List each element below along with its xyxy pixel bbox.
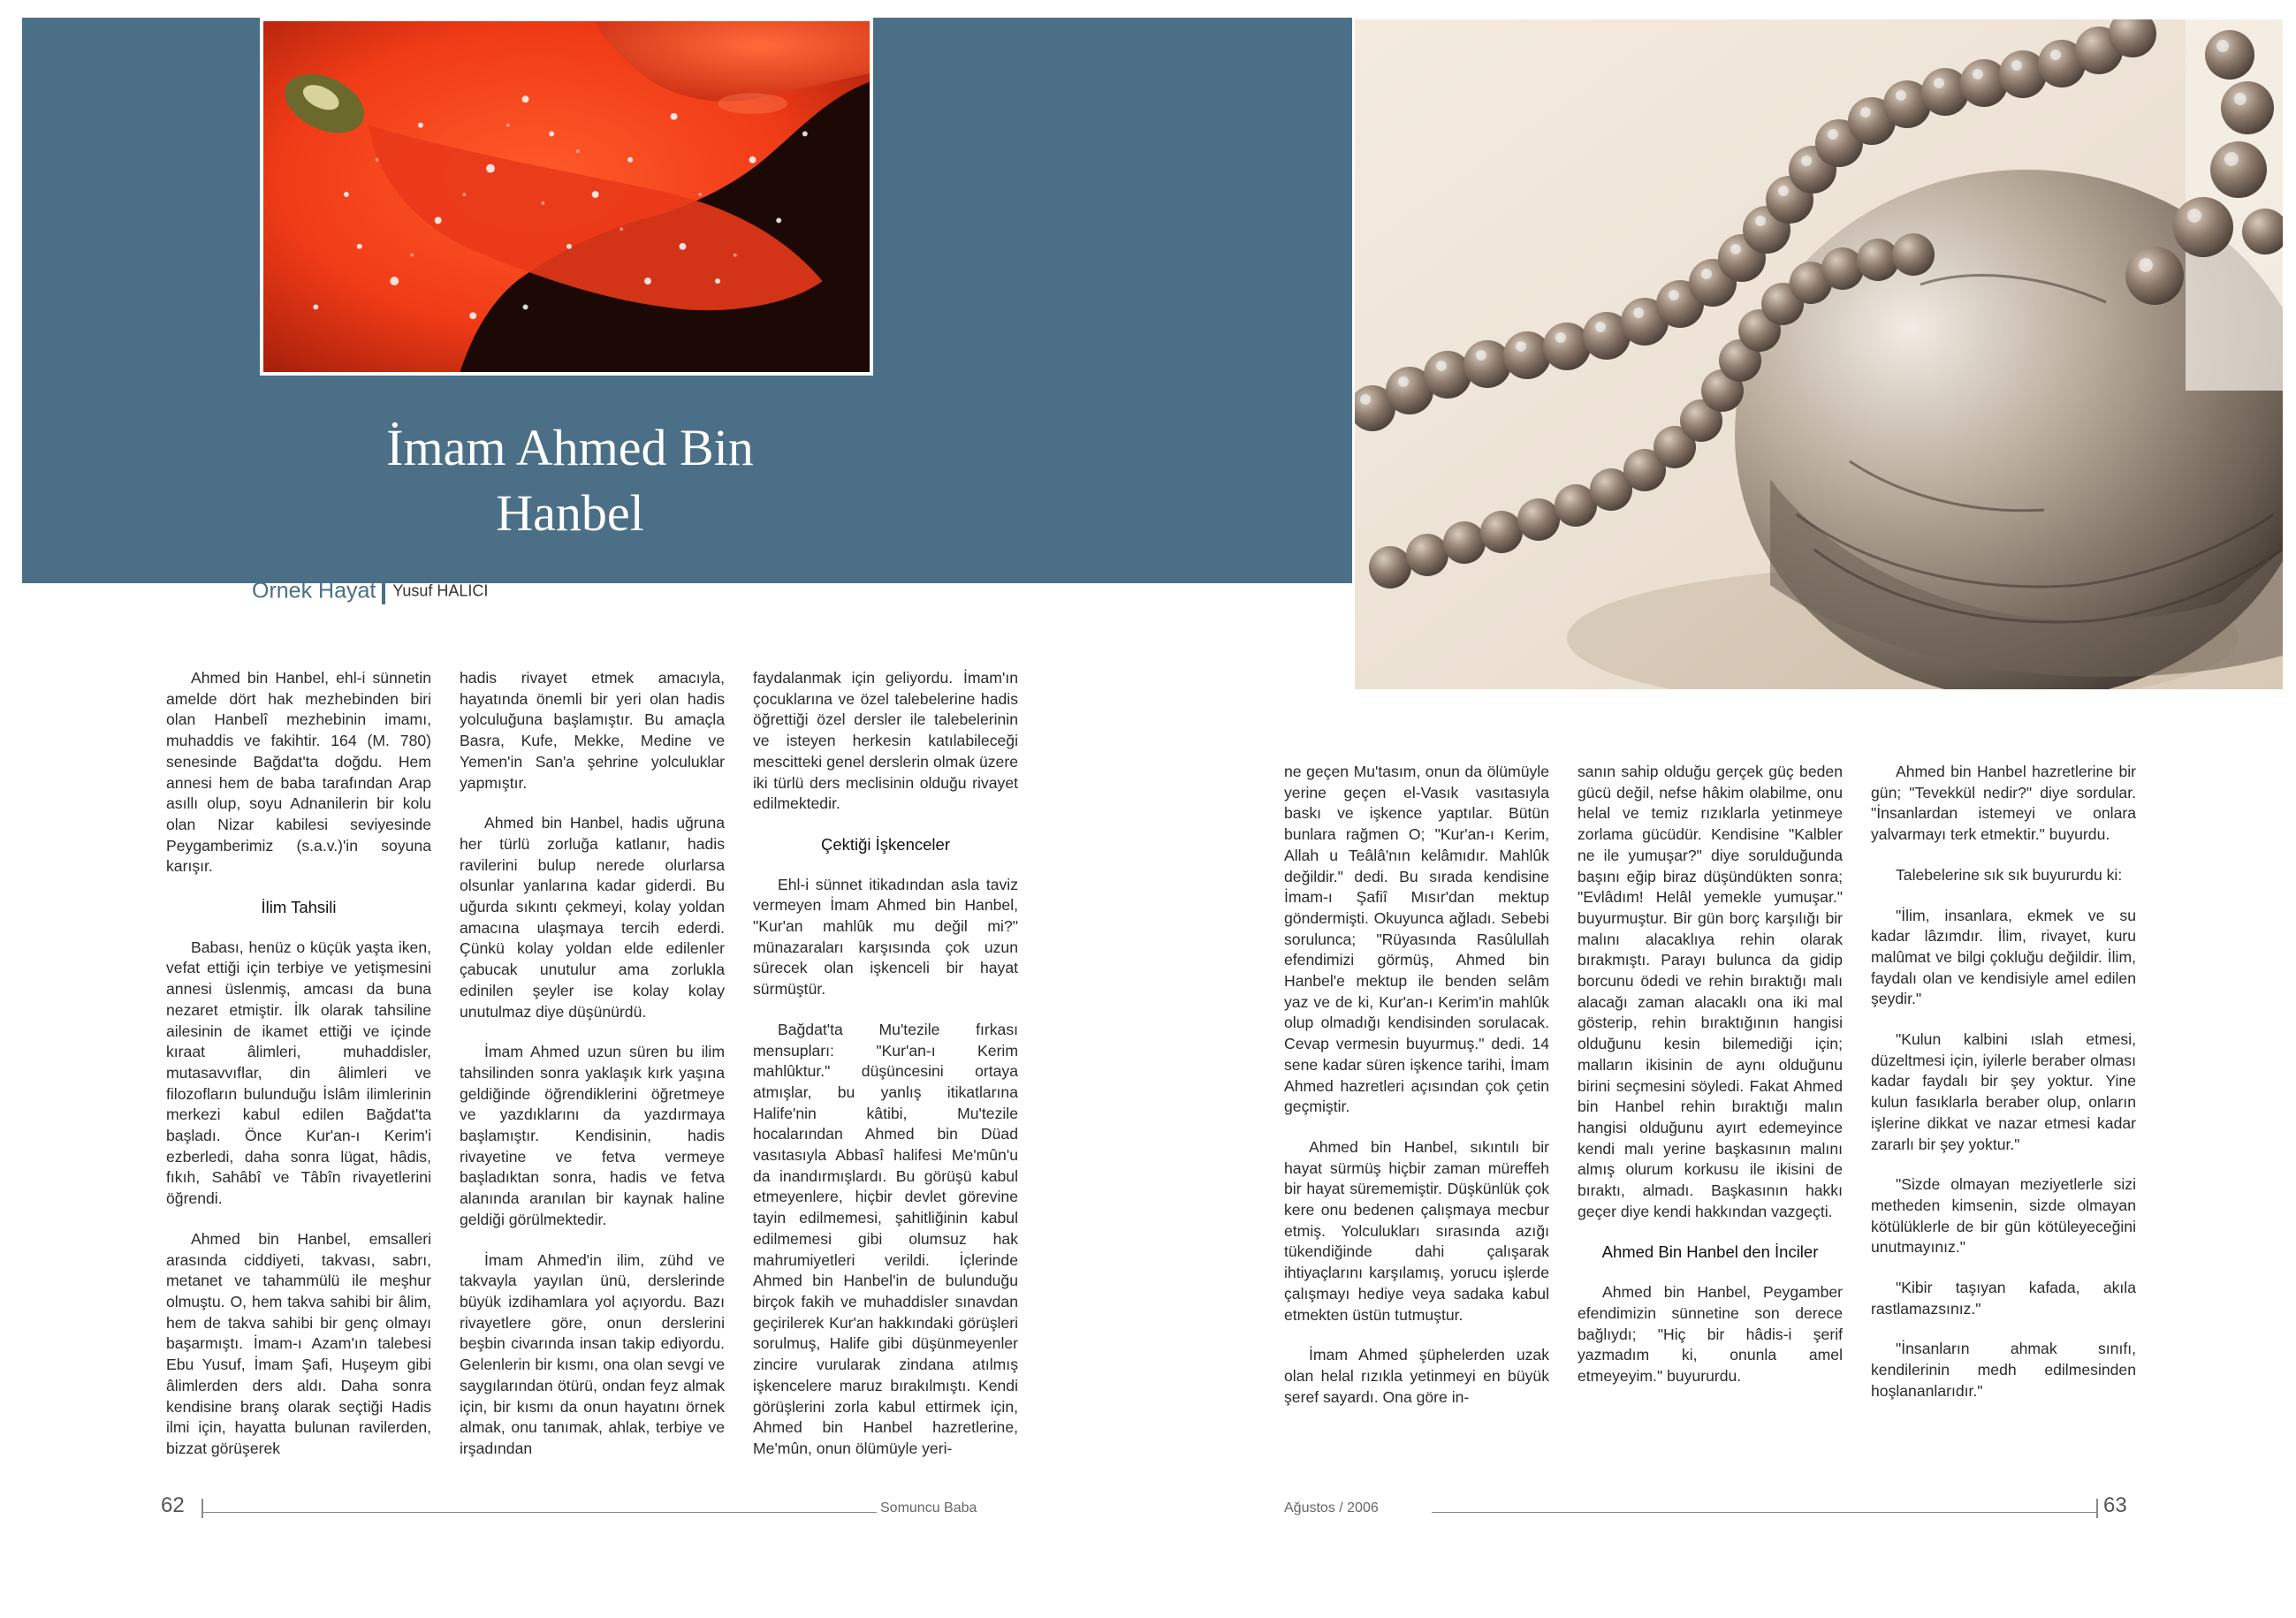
author-name: Yusuf HALICI [392,581,489,600]
body-paragraph: Ehl-i sünnet itikadından asla taviz vermeyen İmam Ahmed bin Hanbel, "Kur'an mahlûk mu değil mi?" münazaraları karşısında çok uzun sürecek olan işkenceli bir hayat sürmüştür. [753,875,1018,999]
byline-divider [382,578,385,604]
text-column-3 [753,668,1018,1479]
body-paragraph: Ahmed bin Hanbel, ehl-i sünnetin amelde dört hak mezhebinden biri olan Hanbelî mezhebinin imamı, muhaddis ve fakihtir. 164 (M. 780) senesinde Bağdat'ta doğdu. Hem annesi hem de baba tarafından Arap asıllı olup, soyu Adnanilerin bir kolu olan Nizar kabilesi seviyesinde Peygamberimiz (s.a.v.)'in soyuna karışır. [166,669,431,876]
article-title-line2: Hanbel [496,484,644,542]
section-heading: Ahmed Bin Hanbel den İnciler [1601,1242,1819,1262]
page-number-left: 62 [161,1493,185,1517]
footer-rule-left [203,1512,877,1513]
text-column-2 [460,668,725,1479]
text-column-6 [1871,762,2136,1422]
body-paragraph: "Kulun kalbini ıslah etmesi, düzeltmesi için, iyilerle beraber olması kadar faydalı bir şey yoktur. Yine kulun fasıklarla beraber olup, onların işlerine dikkat ve nazar etmesi kadar zararlı bir şey yoktur." [1871,1030,2136,1153]
body-paragraph: Ahmed bin Hanbel, emsalleri arasında ciddiyeti, takvası, sabrı, metanet ve tahammülü ile meşhur olmuştu. O, hem takva sahibi bir âlim, hem de takva sahibi bir genç olmayı başarmıştı. İmam-ı Azam'ın talebesi Ebu Yusuf, İmam Şafi, Huşeym gibi âlimlerden ders aldı. Daha sonra kendisine branş olarak seçtiği Hadis ilmi için, hayatta bulunan ravilerden, bizzat görüşerek [166,1229,431,1457]
footer-tick-left [201,1499,203,1518]
body-paragraph: Ahmed bin Hanbel, Peygamber efendimizin sünnetine son derece bağlıydı; "Hiç bir hâdis-i şerif yazmadım ki, onunla amel etmeyeyim." buyururdu. [1578,1283,1843,1385]
body-paragraph: İmam Ahmed şüphelerden uzak olan helal rızıkla yetinmeyi en büyük şeref sayardı. Ona göre in- [1284,1346,1549,1406]
flower-photo [260,18,873,376]
text-column-1 [166,668,431,1479]
footer-rule-right [1432,1512,2096,1513]
body-paragraph: Bağdat'ta Mu'tezile fırkası mensupları: "Kur'an-ı Kerim mahlûktur." düşüncesini ortaya atmışlar, bu yanlış itikatlarına Halife'nin kâtibi, Mu'tezile hocalarından Ahmed bin Düad vasıtasıyla Abbasî halifesi Me'mûn'u da inandırmışlardı. Bu görüşü kabul etmeyenlere, hiçbir devlet görevine tayin edilmemesi, şahitliğinin kabul edilmemesi gibi olumsuz hak mahrumiyetleri verildi. İçlerinde Ahmed bin Hanbel'in de bulunduğu birçok fakih ve muhaddisler sınavdan geçirilerek Kur'an hakkındaki görüşleri sorulmuş, Halife gibi düşünmeyenler zincire vurularak zindana atılmış işkencelere maruz bırakılmıştı. Kendi görüşlerini zorla kabul ettirmek için, Ahmed bin Hanbel hazretlerine, Me'mûn, onun ölümüyle yeri- [753,1020,1018,1457]
article-title [265,415,875,546]
body-paragraph: ne geçen Mu'tasım, onun da ölümüyle yerine geçen el-Vasık vasıtasıyla baskı ve işkence yaptılar. Bütün bunlara rağmen O; "Kur'an-ı Kerim, Allah u Teâlâ'nın kelâmıdır. Mahlûk değildir." dedi. Bu sırada kendisine İmam-ı Şafiî Mısır'dan mektup göndermişti. Okuyunca ağladı. Sebebi sorulunca; "Rüyasında Rasûlullah efendimizi görmüş, Ahmed bin Hanbel'e mektup ile benden selâm yaz ve de ki, Kur'an-ı Kerim'in mahlûk olup olmadığı kendisinden sorulacak. Cevap vermesin buyurmuş." dedi. 14 sene kadar süren işkence tarihi, İmam Ahmed hazretleri açısından çok çetin geçmiştir. [1284,763,1549,1116]
beads-photo [1355,19,2283,689]
body-paragraph: "Kibir taşıyan kafada, akıla rastlamazsınız." [1871,1279,2136,1318]
issue-date: Ağustos / 2006 [1284,1500,1379,1515]
body-paragraph: "Sizde olmayan meziyetlerle sizi metheden kimsenin, sizde olmayan kötülüklerle de bir gün kötüleyeceğini unutmayınız." [1871,1175,2136,1257]
body-paragraph: Talebelerine sık sık buyururdu ki: [1896,865,2123,884]
section-heading: Çektiği İşkenceler [820,834,950,854]
byline [252,578,488,604]
footer-tick-right [2096,1499,2098,1518]
body-paragraph: Ahmed bin Hanbel, sıkıntılı bir hayat sürmüş hiçbir zaman müreffeh bir hayat sürememiştir. Düşkünlük çok kere onu bedenen çalışmaya mecbur etmiş. Yolculukları sırasında azığı tükendiğinde dahi çalışarak ihtiyaçlarını karşılamış, yorucu işlerde çalışmayı hediye veya sadaka kabul etmekten üstün tutmuştur. [1284,1137,1549,1324]
body-paragraph: "İnsanların ahmak sınıfı, kendilerinin medh edilmesinden hoşlananlarıdır." [1871,1340,2136,1400]
body-paragraph: Ahmed bin Hanbel hazretlerine bir gün; "Tevekkül nedir?" diye sordular. "İnsanlardan istemeyi ve onlara yalvarmayı terk etmektir." buyurdu. [1871,763,2136,844]
text-column-5 [1578,762,1843,1407]
magazine-name: Somuncu Baba [880,1500,977,1515]
body-paragraph: Ahmed bin Hanbel, hadis uğruna her türlü zorluğa katlanır, hadis ravilerini bulup nerede olurlarsa olsunlar yanlarına kadar giderdi. Bu uğurda sıkıntı çekmeyi, kolay yoldan amacına ulaşmaya tercih ederdi. Çünkü kolay yoldan elde edilenler çabucak unutulur ama zorlukla edinilen şeyler ise kolay kolay unutulmaz diye düşünürdü. [460,814,725,1021]
body-paragraph: faydalanmak için geliyordu. İmam'ın çocuklarına ve özel talebelerine hadis öğrettiği özel dersler ile talebelerinin ve isteyen herkesin katılabileceği mescitteki genel derslerin olmak üzere iki türlü ders meclisinin olduğu rivayet edilmektedir. [753,669,1018,813]
body-paragraph: "İlim, insanlara, ekmek ve su kadar lâzımdır. İlim, rivayet, kuru malûmat ve bilgi çokluğu değildir. İlim, faydalı olan ve kendisiyle amel edilen şeydir." [1871,906,2136,1008]
body-paragraph: sanın sahip olduğu gerçek güç beden gücü değil, nefse hâkim olabilme, onu helal ve temiz rızıklarla yetinmeye zorlama gücüdür. Kendisine "Kalbler ne ile yumuşar?" diye sorulduğunda başını eğip biraz düşündükten sonra; "Evlâdım! Helâl yemekle yumuşar." buyurmuştur. Bir gün borç karşılığı bir malını alacaklıya rehin olarak bırakmıştı. Parayı bulunca da gidip borcunu ödedi ve rehin bıraktığı malı alacağı zaman alacaklı ona iki mal gösterip, rehin bıraktığının hangisi olduğunu kesin bilemediği için; malların ikisinin de aynı olduğunu birini seçmesini söyledi. Fakat Ahmed bin Hanbel rehin bıraktığı malın hangisi olduğunu ayırt edemeyince kendi malı yerine başkasının malını almış olurum korkusu ile ikisini de bıraktı, almadı. Başkasının hakkı geçer diye kendi hakkından vazgeçti. [1578,763,1843,1220]
section-heading: İlim Tahsili [261,898,337,917]
text-column-4 [1284,762,1549,1427]
body-paragraph: Babası, henüz o küçük yaşta iken, vefat ettiği için terbiye ve yetişmesini annesi üslenmiş, amcası da buna nezaret etmiştir. İlk olarak tahsiline ailesinin de ikamet ettiği ve içinde kıraat âlimleri, muhaddisler, mutasavvıflar, din âlimleri ve filozofların bulunduğu İslâm ilimlerinin merkezi kabul edilen Bağdat'ta başladı. Önce Kur'an-ı Kerim'i ezberledi, daha sonra lügat, hâdis, fıkıh, Sahâbî ve Tâbîn rivayetlerini öğrendi. [166,938,431,1208]
article-title-line1: İmam Ahmed Bin [386,419,754,476]
page-number-right: 63 [2103,1493,2127,1517]
body-paragraph: İmam Ahmed uzun süren bu ilim tahsilinden sonra yaklaşık kırk yaşına geldiğinde öğrendiklerini öğretmeye ve yazdıklarını da yazdırmaya başlamıştır. Kendisinin, hadis rivayetine ve fetva vermeye başladıktan sonra, hadis ve fetva alanında aranılan bir kaynak haline geldiği görülmektedir. [460,1043,725,1228]
section-name: Örnek Hayat [252,578,376,604]
body-paragraph: hadis rivayet etmek amacıyla, hayatında önemli bir yeri olan hadis yolculuğuna başlamıştır. Bu amaçla Basra, Kufe, Mekke, Medine ve Yemen'in San'a şehrine yolculuklar yapmıştır. [460,669,725,792]
body-paragraph: İmam Ahmed'in ilim, zühd ve takvayla yayılan ünü, derslerinde büyük izdihamlara yol açıyordu. Bazı rivayetlere göre, onun derslerini beşbin civarında insan takip ediyordu. Gelenlerin bir kısmı, ona olan sevgi ve saygılarından ötürü, ondan feyz almak için, bir kısmı da onun hayatını örnek almak, onu tanımak, ahlak, terbiye ve irşadından [460,1250,725,1457]
